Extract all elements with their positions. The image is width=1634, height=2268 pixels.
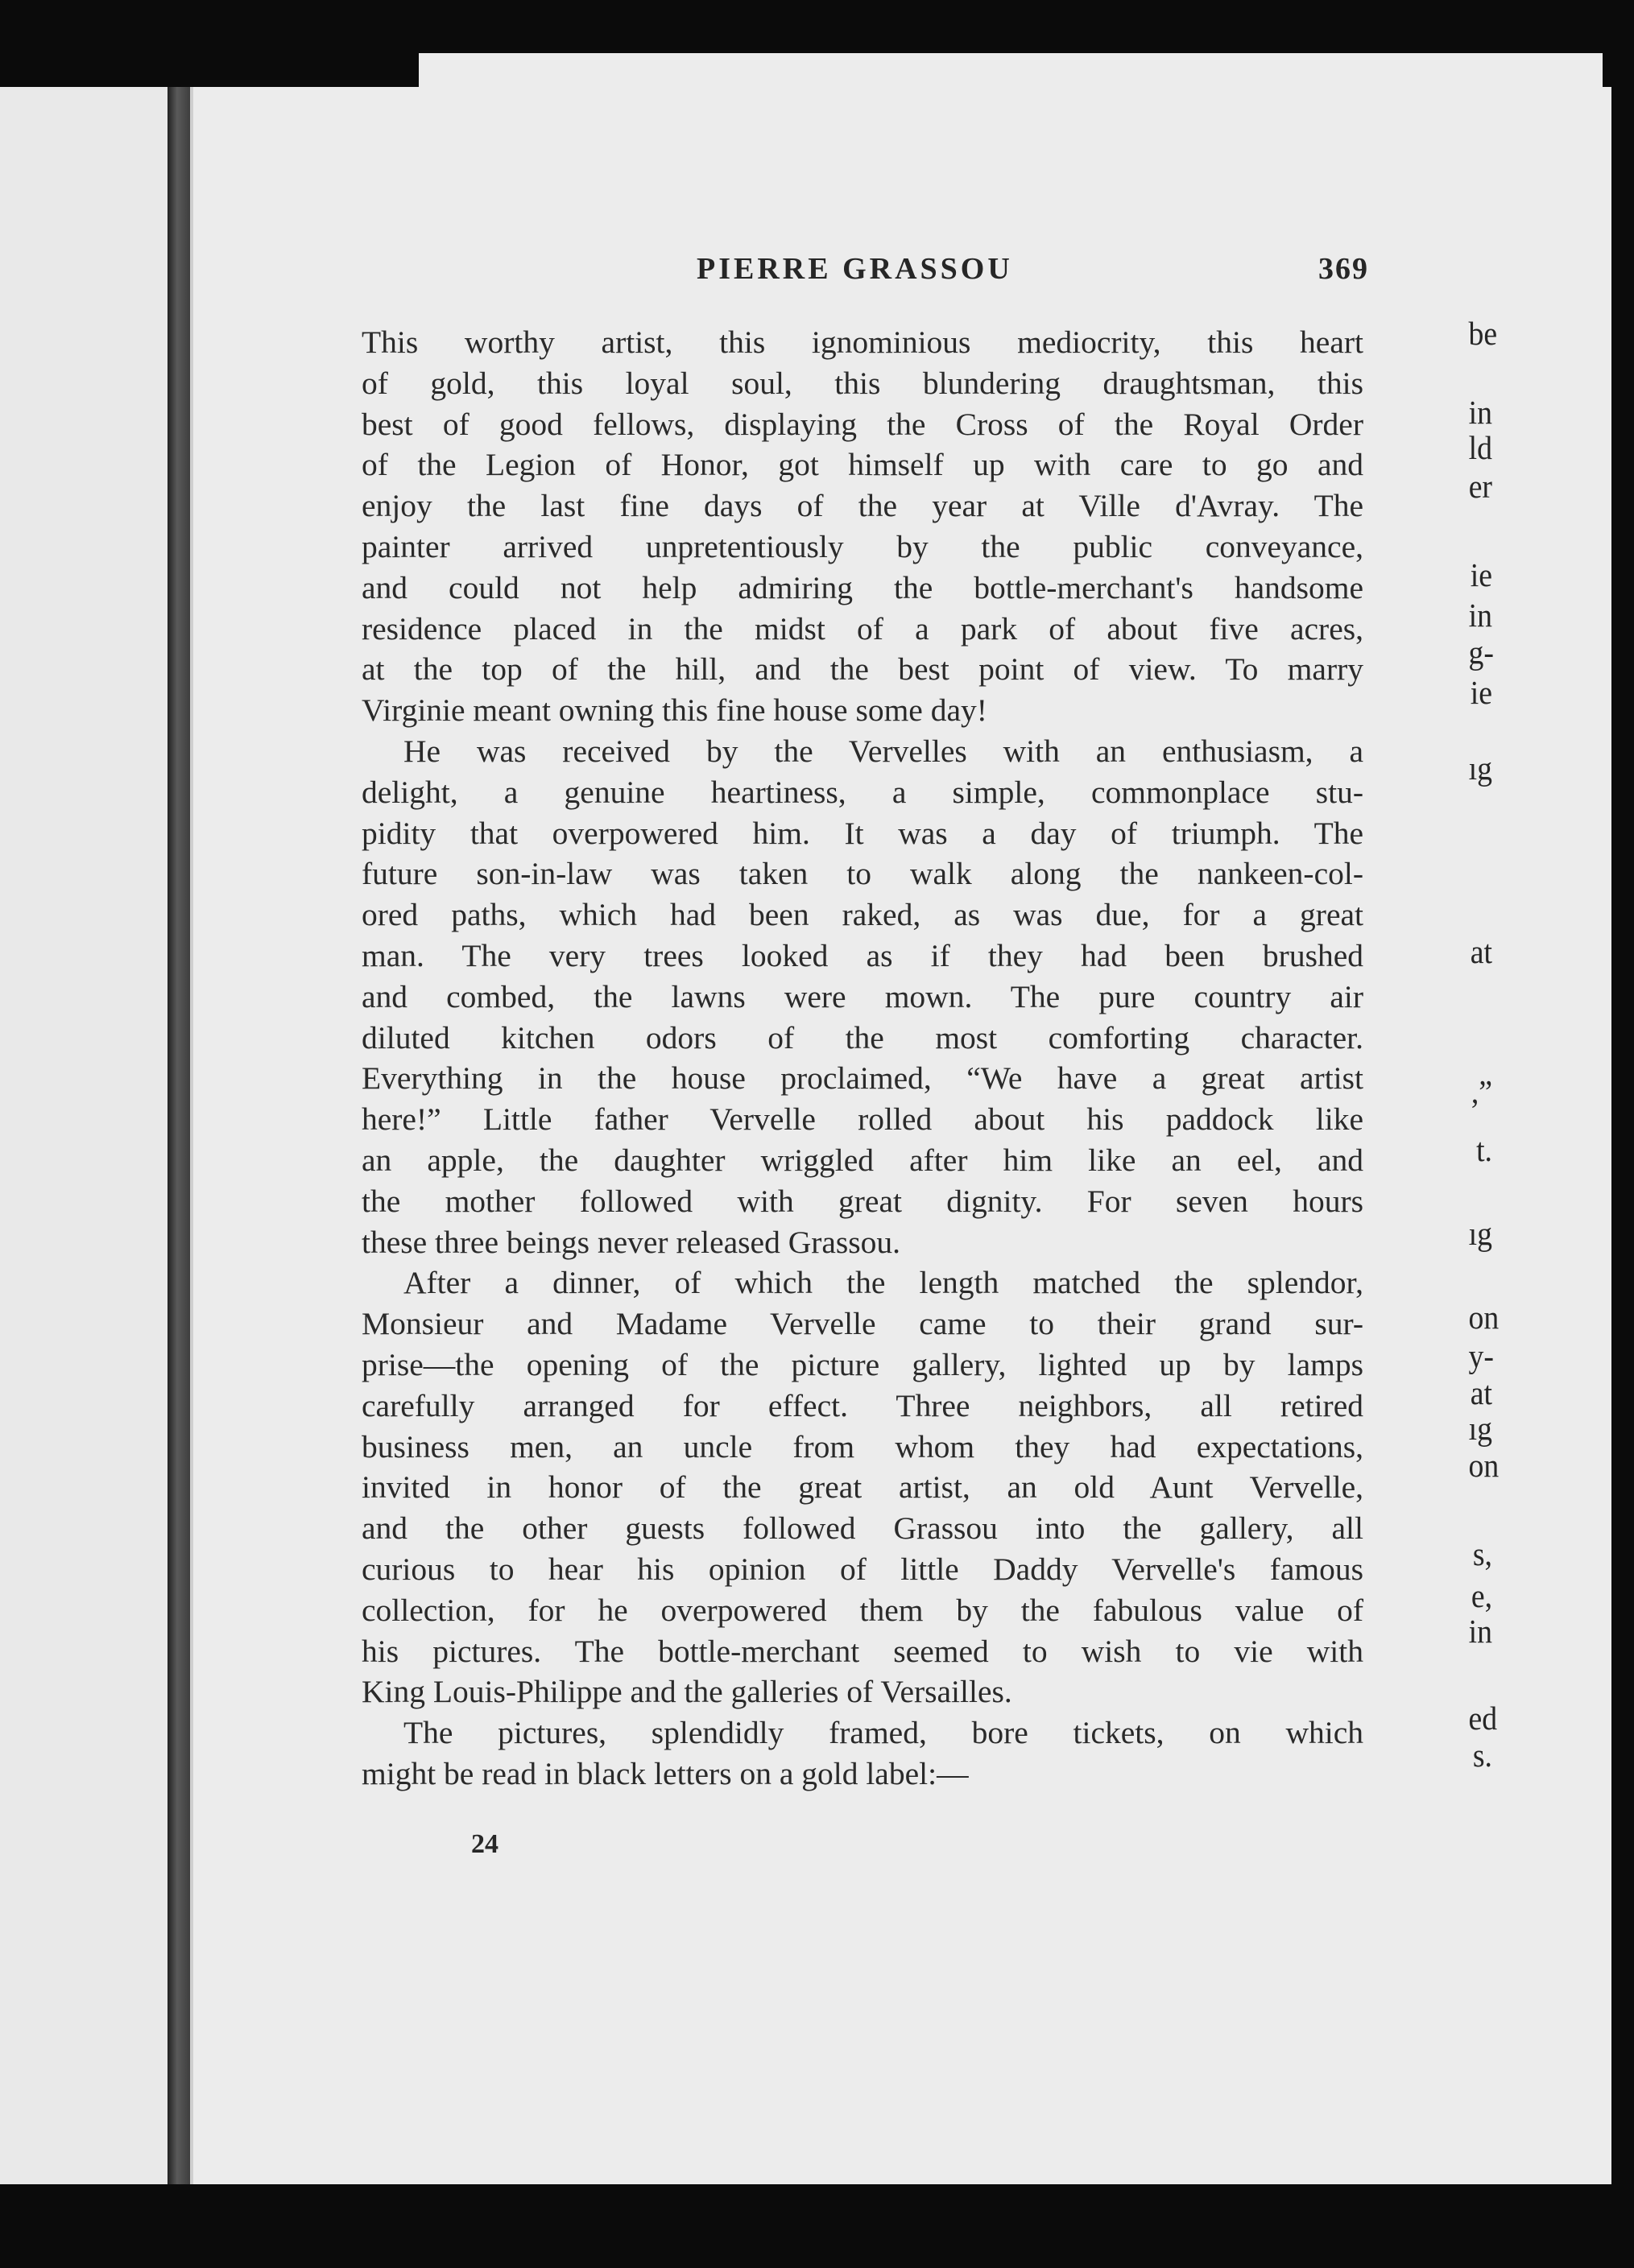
text-line: business men, an uncle from whom they had expectations, [362, 1428, 1363, 1464]
text-line: Monsieur and Madame Vervelle came to their grand sur- [362, 1306, 1363, 1342]
facing-page-fragment-text: at [1470, 933, 1492, 970]
text-line: and the other guests followed Grassou into the gallery, all [362, 1510, 1363, 1547]
facing-page-fragment-text: in [1468, 394, 1492, 431]
facing-page-fragment-text: on [1468, 1299, 1500, 1336]
facing-page-fragment-text: ıg [1468, 1410, 1492, 1447]
facing-page-fragment-text: y- [1468, 1337, 1494, 1374]
facing-page-fragment-text: be [1468, 315, 1498, 352]
page-top-edge [419, 53, 1603, 87]
text-line: enjoy the last fine days of the year at Ville d'Avray. The [362, 488, 1363, 524]
text-line: of gold, this loyal soul, this blundering draughtsman, this [362, 365, 1363, 401]
facing-page-fragment-text: ld [1468, 429, 1492, 466]
facing-page-fragment-text: in [1468, 1613, 1492, 1650]
text-line: an apple, the daughter wriggled after him like an eel, and [362, 1142, 1363, 1178]
text-line: the mother followed with great dignity. For seven hours [362, 1183, 1363, 1219]
text-line: delight, a genuine heartiness, a simple, commonplace stu- [362, 774, 1363, 810]
text-line: ored paths, which had been raked, as was due, for a great [362, 897, 1363, 933]
right-background-edge [1611, 72, 1634, 2214]
book-spine-shadow [168, 87, 192, 2184]
text-line: King Louis-Philippe and the galleries of Versailles. [362, 1674, 1012, 1710]
text-line: prise—the opening of the picture gallery, lighted up by lamps [362, 1346, 1363, 1382]
facing-page-fragment-text: ıg [1468, 750, 1492, 787]
text-line: This worthy artist, this ignominious mediocrity, this heart [362, 324, 1363, 360]
paragraph [362, 1712, 1363, 1795]
text-line: The pictures, splendidly framed, bore tickets, on which [403, 1715, 1363, 1751]
facing-page-fragment-text: ıg [1468, 1215, 1492, 1252]
text-line: man. The very trees looked as if they had been brushed [362, 937, 1363, 973]
text-line: and could not help admiring the bottle-merchant's handsome [362, 569, 1363, 605]
text-line: After a dinner, of which the length matched the splendor, [403, 1265, 1363, 1301]
text-line: He was received by the Vervelles with an enthusiasm, a [403, 733, 1363, 769]
facing-page-fragment-text: ie [1470, 674, 1492, 711]
text-line: curious to hear his opinion of little Daddy Vervelle's famous [362, 1551, 1363, 1587]
text-line: might be read in black letters on a gold label:— [362, 1755, 969, 1791]
text-line: best of good fellows, displaying the Cross of the Royal Order [362, 406, 1363, 442]
text-line: here!” Little father Vervelle rolled about his paddock like [362, 1101, 1363, 1138]
paragraph [362, 1262, 1363, 1712]
text-line: Virginie meant owning this fine house some day! [362, 692, 987, 729]
text-line: and combed, the lawns were mown. The pure country air [362, 978, 1363, 1014]
paragraph [362, 731, 1363, 1262]
facing-page-fragment-text: ,” [1471, 1073, 1492, 1110]
facing-page-fragment-text: g- [1468, 634, 1494, 671]
text-line: future son-in-law was taken to walk along the nankeen-col- [362, 856, 1363, 892]
facing-page-fragment-text: in [1468, 597, 1492, 634]
signature-mark: 24 [471, 1829, 498, 1859]
text-line: of the Legion of Honor, got himself up with care to go and [362, 447, 1363, 483]
text-line: pidity that overpowered him. It was a day of triumph. The [362, 815, 1363, 851]
body-text [362, 322, 1363, 1795]
text-line: Everything in the house proclaimed, “We have a great artist [362, 1060, 1363, 1097]
text-line: his pictures. The bottle-merchant seemed to wish to vie with [362, 1633, 1363, 1669]
facing-page-fragment-text: er [1468, 468, 1492, 505]
running-head: PIERRE GRASSOU [697, 252, 1013, 286]
page-number: 369 [1318, 252, 1369, 286]
text-line: collection, for he overpowered them by the fabulous value of [362, 1592, 1363, 1628]
facing-page-fragment-text: ie [1470, 556, 1492, 593]
text-line: residence placed in the midst of a park of about five acres, [362, 610, 1363, 647]
facing-page-fragment-text: e, [1471, 1577, 1492, 1614]
page-header [370, 251, 1369, 296]
text-line: painter arrived unpretentiously by the public conveyance, [362, 528, 1363, 564]
facing-page-fragment-text: s, [1472, 1535, 1492, 1572]
text-line: diluted kitchen odors of the most comforting character. [362, 1019, 1363, 1056]
facing-page-fragment-text: ed [1468, 1700, 1498, 1737]
facing-page-fragment [0, 87, 168, 2184]
text-line: at the top of the hill, and the best point of view. To marry [362, 651, 1363, 688]
text-line: invited in honor of the great artist, an old Aunt Vervelle, [362, 1469, 1363, 1506]
text-line: these three beings never released Grassou. [362, 1224, 901, 1260]
text-line: carefully arranged for effect. Three neighbors, all retired [362, 1387, 1363, 1423]
facing-page-fragment-text: on [1468, 1447, 1500, 1484]
facing-page-fragment-text: t. [1476, 1131, 1492, 1168]
paragraph [362, 322, 1363, 731]
facing-page-fragment-text: at [1470, 1374, 1492, 1411]
facing-page-fragment-text: s. [1472, 1737, 1492, 1774]
